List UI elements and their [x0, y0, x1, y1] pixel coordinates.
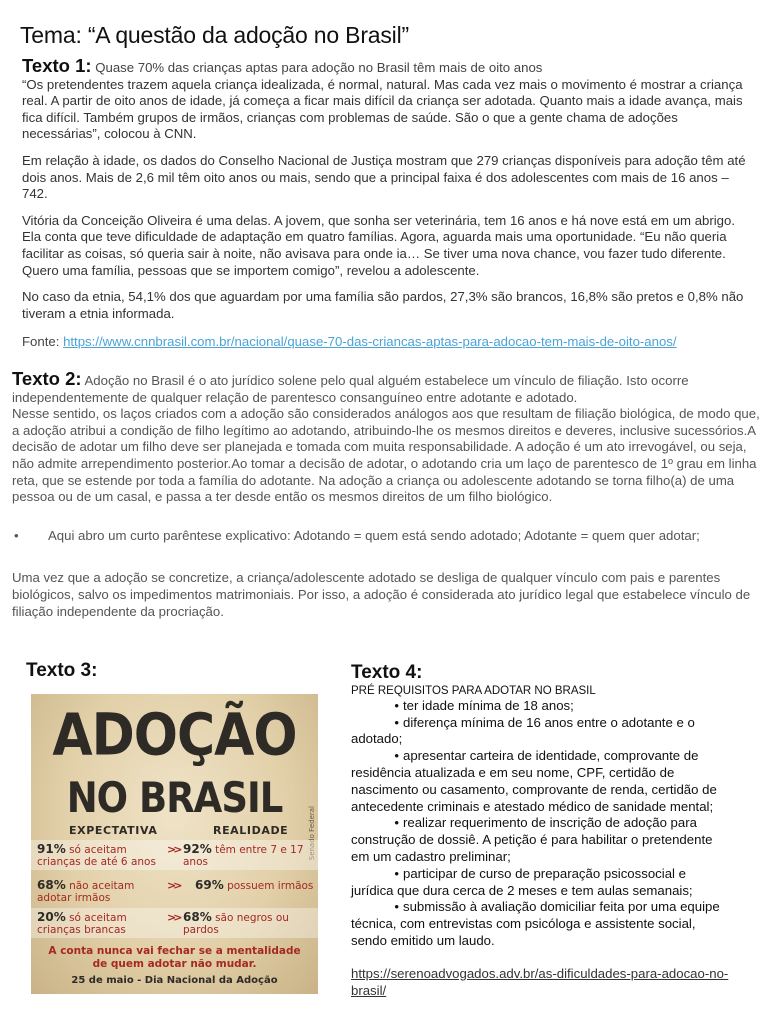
poster-message: A conta nunca vai fechar se a mentalidade de quem adotar não mudar.	[48, 945, 301, 970]
bullet-text: Aqui abro um curto parêntese explicativo: Adotando = quem está sendo adotado; Adotante = quem quer adotar;	[48, 527, 700, 543]
source-link[interactable]: https://www.cnnbrasil.com.br/nacional/quase-70-das-criancas-aptas-para-adocao-tem-mais-de-oito-anos/	[63, 334, 677, 350]
adocao-poster-image	[31, 694, 318, 994]
texto-1-paragraph: “Os pretendentes trazem aquela criança idealizada, é normal, natural. Mas cada vez mais o movimento é mostrar a criança real. A partir de oito anos de idade, já começa a ficar mais difícil da criança ser adotada. Quanto mais a idade avança, mais fica difícil. Também grupos de irmãos, crianças com problemas de saúde. São o que a gente chama de adoções necessárias”, colocou à CNN.	[22, 76, 743, 142]
bullet-dot: •	[394, 748, 399, 764]
texto-1-paragraph: No caso da etnia, 54,1% dos que aguardam por uma família são pardos, 27,3% são brancos, 16,8% são pretos e 0,8% não tiveram a etnia informada.	[22, 289, 744, 321]
texto-4-source-link[interactable]: https://serenoadvogados.adv.br/as-dificuldades-para-adocao-no-brasil/	[351, 965, 729, 998]
poster-column-realidade: REALIDADE	[213, 824, 289, 837]
texto-1-source	[22, 334, 747, 351]
bullet-dot: •	[14, 527, 19, 543]
texto-2-paragraph: Uma vez que a adoção se concretize, a criança/adolescente adotado se desliga de qualquer vínculo com pais e parentes biológicos, salvo os impedimentos matrimoniais. Por isso, a adoção é considerada ato jurídico legal que estabelece vínculo de filiação independente da procriação.	[12, 570, 751, 619]
poster-arrow-icon: >>	[167, 879, 180, 892]
texto-4-subheading: PRÉ REQUISITOS PARA ADOTAR NO BRASIL	[351, 684, 596, 697]
texto-2-heading: Texto 2:	[12, 368, 82, 389]
poster-expectation: 91% só aceitam crianças de até 6 anos	[37, 842, 156, 868]
poster-expectation: 20% só aceitam crianças brancas	[37, 910, 127, 936]
texto-2-bullet	[12, 528, 764, 545]
list-item: • diferença mínima de 16 anos entre o adotante e o adotado;	[351, 714, 695, 747]
source-label: Fonte:	[22, 334, 60, 350]
page-title: Tema: “A questão da adoção no Brasil”	[20, 22, 409, 48]
poster-reality: 69% possuem irmãos	[195, 878, 314, 892]
bullet-dot: •	[394, 865, 399, 881]
texto-4-heading: Texto 4:	[351, 662, 423, 683]
poster-arrow-icon: >>	[167, 843, 180, 856]
list-item: • participar de curso de preparação psicossocial e jurídica que dura cerca de 2 meses e tem aulas semanais;	[351, 865, 693, 898]
poster-reality: 92% têm entre 7 e 17 anos	[183, 842, 304, 868]
bullet-dot: •	[394, 714, 399, 730]
texto-1-heading: Texto 1:	[22, 55, 92, 76]
poster-row	[31, 840, 318, 870]
poster-title-line2: NO BRASIL	[66, 774, 283, 823]
poster-row	[31, 908, 318, 938]
list-item: • ter idade mínima de 18 anos;	[351, 698, 729, 715]
texto-1-subtitle: Quase 70% das crianças aptas para adoção no Brasil têm mais de oito anos	[95, 60, 543, 75]
texto-2-section	[12, 368, 764, 620]
bullet-dot: •	[394, 815, 399, 831]
poster-column-expectativa: EXPECTATIVA	[69, 824, 158, 837]
texto-2-paragraph: Nesse sentido, os laços criados com a adoção são considerados análogos aos que resultam de filiação biológica, de modo que, a adoção atribui a condição de filho legítimo ao adotando, atribuindo-lhe os mesmos direitos e deveres, inclusive sucessórios.A decisão de adotar um filho deve ser planejada e tomada com muita responsabilidade. A adoção é um ato irrevogável, ou seja, não admite arrependimento posterior.Ao tomar a decisão de adotar, o adotando cria um laço de parentesco de 1º grau em linha reta, que se estende por toda a família do adotante. Na adoção a criança ou adolescente adotando se torna filho(a) de uma pessoa ou de um casal, e passa a ter desde então os mesmos direitos de um filho biológico.	[12, 406, 760, 505]
requirements-list	[351, 698, 729, 950]
poster-title-line1: ADOÇÃO	[52, 702, 297, 770]
poster-date: 25 de maio - Dia Nacional da Adoção	[71, 975, 278, 986]
list-item: • realizar requerimento de inscrição de adoção para construção de dossiê. A petição é para habilitar o pretendente em um cadastro preliminar;	[351, 815, 713, 864]
poster-row	[31, 876, 318, 906]
poster-credit: Senado Federal	[308, 806, 316, 861]
bullet-dot: •	[394, 899, 399, 915]
poster-expectation: 68% não aceitam adotar irmãos	[37, 878, 135, 904]
texto-2-paragraph: Adoção no Brasil é o ato jurídico solene pelo qual alguém estabelece um vínculo de filiação. Isto ocorre independentemente de qualquer relação de parentesco consanguíneo entre adotante e adotado.	[12, 373, 689, 405]
bullet-dot: •	[394, 697, 399, 713]
texto-3-heading: Texto 3:	[26, 660, 98, 681]
texto-1-paragraph: Vitória da Conceição Oliveira é uma delas. A jovem, que sonha ser veterinária, tem 16 anos e há nove está em um abrigo. Ela conta que teve dificuldade de adaptação em quatro famílias. Agora, aguarda mais uma oportunidade. “Eu não queria facilitar as coisas, só queria sair à noite, não avisava para onde ia… Se tiver uma nova chance, vou fazer tudo diferente. Quero uma família, pessoas que se importem comigo”, revelou a adolescente.	[22, 212, 736, 278]
list-item: • apresentar carteira de identidade, comprovante de residência atualizada e em seu nome, CPF, certidão de nascimento ou casamento, comprovante de renda, certidão de antecedente criminais e atestado médico de sanidade mental;	[351, 748, 717, 814]
poster-reality: 68% são negros ou pardos	[183, 910, 289, 936]
list-item: • submissão à avaliação domiciliar feita por uma equipe técnica, com entrevistas com psicóloga e assistente social, sendo emitido um laudo.	[351, 899, 720, 948]
texto-1-section	[22, 55, 747, 361]
texto-1-paragraph: Em relação à idade, os dados do Conselho Nacional de Justiça mostram que 279 crianças disponíveis para adoção têm até dois anos. Mais de 2,6 mil têm oito anos ou mais, sendo que a principal faixa é dos adolescentes com mais de 16 anos – 742.	[22, 152, 746, 202]
poster-arrow-icon: >>	[167, 911, 180, 924]
texto-4-section	[351, 662, 729, 999]
